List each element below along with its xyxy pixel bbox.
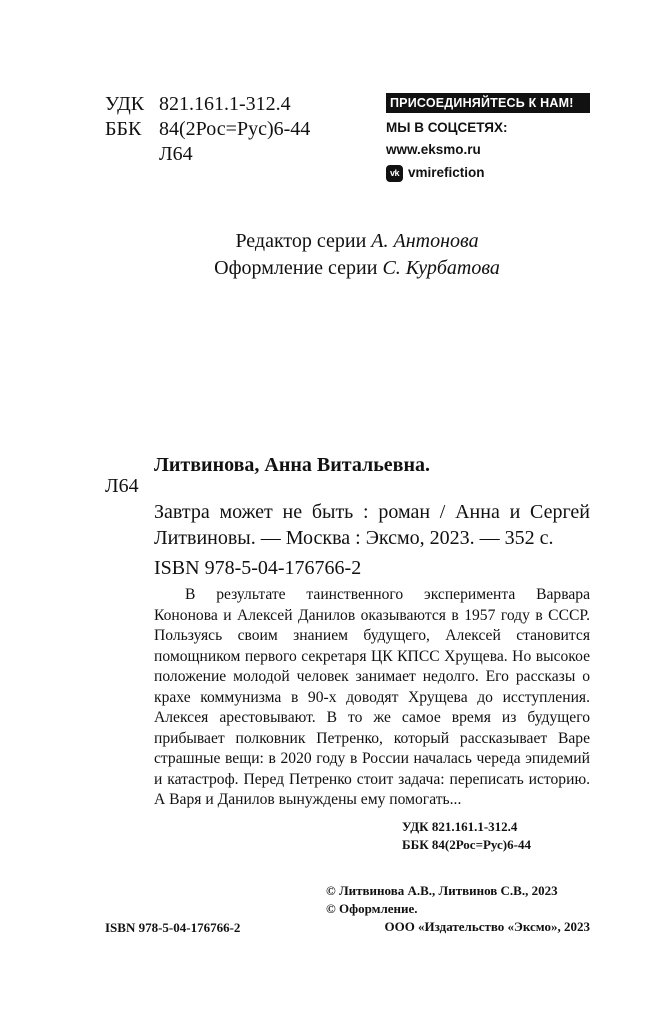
catalog-isbn: ISBN 978-5-04-176766-2 <box>154 557 362 579</box>
footer-udk: УДК 821.161.1-312.4 <box>402 819 518 834</box>
classification-codes <box>105 92 310 167</box>
bbk-row <box>105 117 310 142</box>
udk-label: УДК <box>105 93 145 115</box>
udk-row <box>105 92 310 117</box>
vk-link[interactable] <box>386 162 590 184</box>
footer-codes <box>402 818 588 854</box>
series-design-label: Оформление серии <box>214 257 383 279</box>
vk-icon: vk <box>386 165 403 182</box>
series-credits <box>0 228 662 282</box>
bbk-label: ББК <box>105 118 142 140</box>
social-block <box>386 93 590 184</box>
series-editor-name: А. Антонова <box>371 230 479 252</box>
catalog-entry-code: Л64 <box>105 475 139 497</box>
udk-value: 821.161.1-312.4 <box>159 93 291 115</box>
join-us-banner: ПРИСОЕДИНЯЙТЕСЬ К НАМ! <box>386 93 590 113</box>
vk-handle: vmirefiction <box>408 165 485 180</box>
series-editor <box>52 228 662 255</box>
social-networks-label: МЫ В СОЦСЕТЯХ: <box>386 120 508 135</box>
series-editor-label: Редактор серии <box>235 230 372 252</box>
footer-isbn: ISBN 978-5-04-176766-2 <box>105 920 241 935</box>
author-mark: Л64 <box>159 143 193 165</box>
series-design-name: С. Курбатова <box>382 257 500 279</box>
annotation-text: В результате таинственного эксперимента Варвара Кононова и Алексей Данилов оказываются в 1957 году в СССР. Пользуясь своим знанием будущего, Алексей становится помощником первого секретаря ЦК КПСС Хрущева. Но высокое положение молодой человек занимает недолго. Его рассказы о крахе коммунизма в 90-х доводят Хрущева до исступления. Алексея арестовывают. В то же самое время из будущего прибывает полковник Петренко, который рассказывает Варе страшные вещи: в 2020 году в России началась череда эпидемий и катастроф. Перед Петренко стоит задача: переписать историю. А Варя и Данилов вынуждены ему помогать... <box>154 586 590 808</box>
catalog-author: Литвинова, Анна Витальевна. <box>154 454 430 476</box>
website-link[interactable]: www.eksmo.ru <box>386 142 481 157</box>
copyright-authors: © Литвинова А.В., Литвинов С.В., 2023 <box>326 883 558 898</box>
copyright-design: © Оформление. <box>326 901 418 916</box>
series-design <box>52 255 662 282</box>
catalog-description-text: Завтра может не быть : роман / Анна и Сергей Литвиновы. — Москва : Эксмо, 2023. — 352 с. <box>154 501 590 549</box>
author-mark-row <box>105 142 310 167</box>
catalog-description <box>154 473 590 551</box>
copyright-publisher: ООО «Издательство «Эксмо», 2023 <box>384 919 590 934</box>
annotation <box>154 585 590 811</box>
copyright-block <box>286 882 590 936</box>
footer-bbk: ББК 84(2Рос=Рус)6-44 <box>402 837 531 852</box>
bbk-value: 84(2Рос=Рус)6-44 <box>159 118 311 140</box>
